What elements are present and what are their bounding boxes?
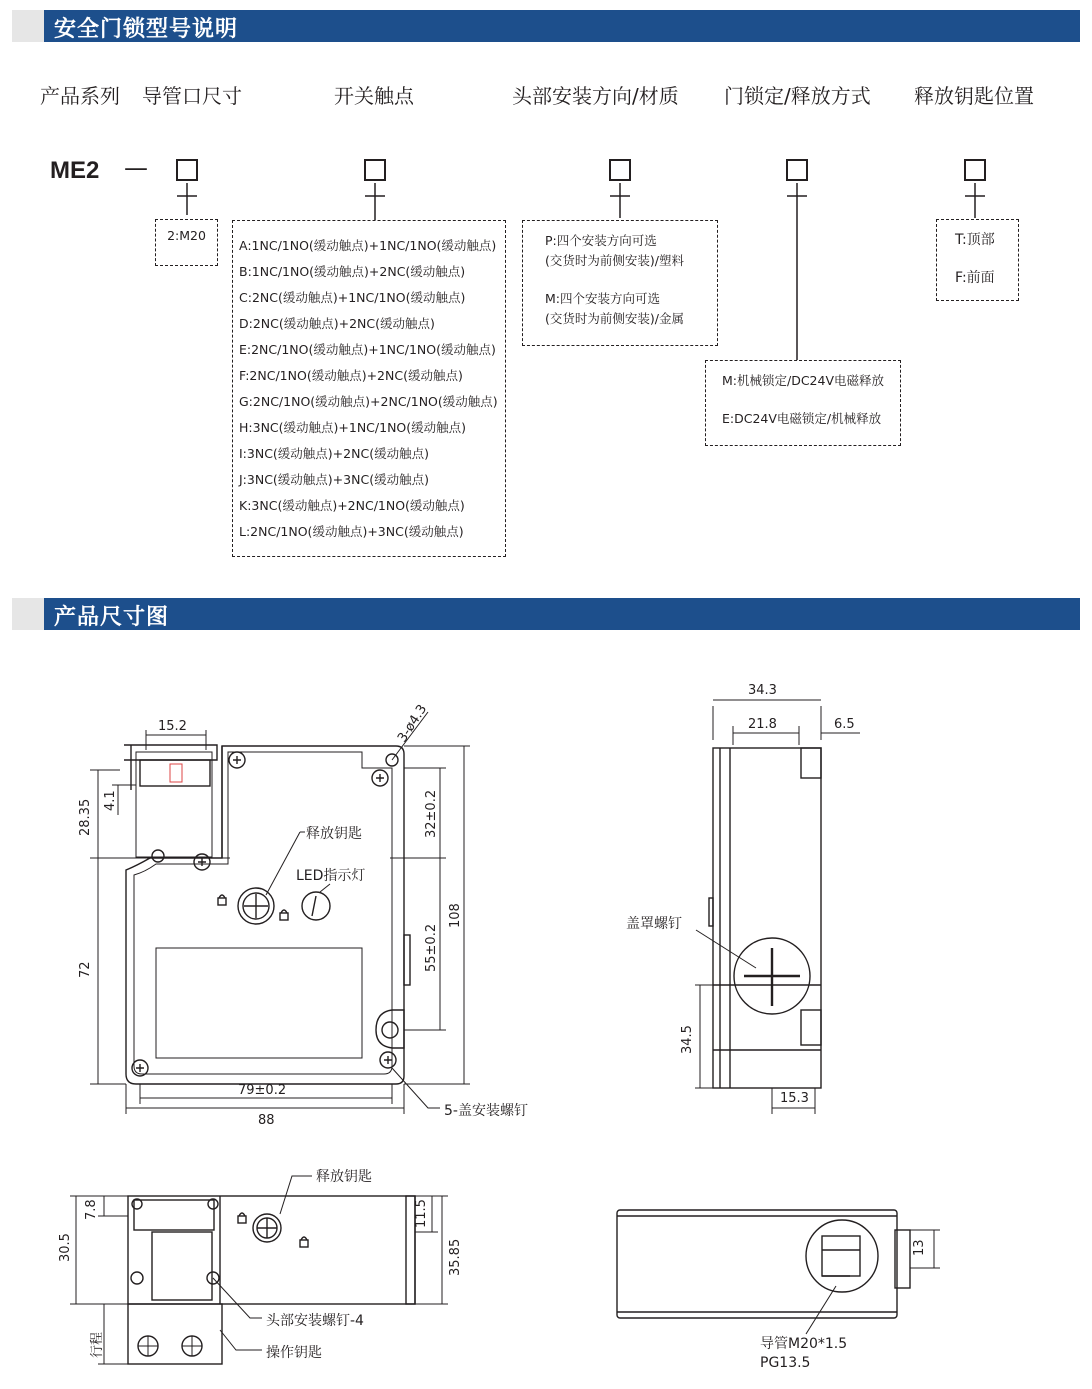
head-option-p: P:四个安装方向可选 <box>545 233 657 248</box>
dim-79: 79±0.2 <box>238 1083 287 1098</box>
contact-option: F:2NC/1NO(缓动触点)+2NC(缓动触点) <box>239 368 463 383</box>
dim-34-3: 34.3 <box>748 683 777 698</box>
contact-option: C:2NC(缓动触点)+1NC/1NO(缓动触点) <box>239 290 466 305</box>
key-option-t: T:顶部 <box>955 232 995 248</box>
dim-15-3: 15.3 <box>780 1091 809 1106</box>
front-view <box>90 712 470 1114</box>
label-conduit: 导管M20*1.5 <box>760 1336 848 1352</box>
header-conduit: 导管口尺寸 <box>142 84 242 108</box>
label-release-key-top: 释放钥匙 <box>316 1169 372 1185</box>
contact-option: J:3NC(缓动触点)+3NC(缓动触点) <box>239 472 429 487</box>
contact-option: A:1NC/1NO(缓动触点)+1NC/1NO(缓动触点) <box>239 238 497 253</box>
header-contacts: 开关触点 <box>334 84 414 108</box>
bottom-view <box>617 1210 940 1334</box>
section-title: 产品尺寸图 <box>54 605 170 630</box>
lock-option-e: E:DC24V电磁锁定/机械释放 <box>722 411 882 426</box>
contact-option: K:3NC(缓动触点)+2NC/1NO(缓动触点) <box>239 498 465 513</box>
header-head: 头部安装方向/材质 <box>512 84 679 108</box>
dim-35-85: 35.85 <box>448 1238 463 1276</box>
contact-option: L:2NC/1NO(缓动触点)+3NC(缓动触点) <box>239 524 464 539</box>
head-option-m: M:四个安装方向可选 <box>545 291 660 306</box>
contact-option: H:3NC(缓动触点)+1NC/1NO(缓动触点) <box>239 420 467 435</box>
label-stroke: 行程 <box>90 1331 105 1358</box>
contact-option: B:1NC/1NO(缓动触点)+2NC(缓动触点) <box>239 264 466 279</box>
dim-72: 72 <box>78 961 93 978</box>
contact-option: G:2NC/1NO(缓动触点)+2NC/1NO(缓动触点) <box>239 394 498 409</box>
label-pg: PG13.5 <box>760 1355 811 1371</box>
dim-108: 108 <box>448 903 463 928</box>
dim-13: 13 <box>912 1239 927 1256</box>
label-cover-screw: 盖罩螺钉 <box>626 916 682 932</box>
dim-3-holes: 3-ø4.3 <box>395 702 431 746</box>
dim-55: 55±0.2 <box>424 923 439 972</box>
dim-15-2: 15.2 <box>158 719 187 734</box>
dim-30-5: 30.5 <box>58 1233 73 1262</box>
section-title: 安全门锁型号说明 <box>54 17 239 42</box>
dim-28-35: 28.35 <box>78 798 93 836</box>
side-view <box>695 700 860 1114</box>
lock-option-m: M:机械锁定/DC24V电磁释放 <box>722 373 885 388</box>
model-code: ME2 <box>50 157 100 184</box>
label-cover-screws: 5-盖安装螺钉 <box>444 1103 528 1119</box>
header-lock: 门锁定/释放方式 <box>724 84 871 108</box>
dim-7-8: 7.8 <box>84 1199 99 1220</box>
dim-32: 32±0.2 <box>424 789 439 838</box>
model-dash: — <box>124 154 148 182</box>
header-series: 产品系列 <box>40 84 120 108</box>
head-option-m-note: (交货时为前侧安装)/金属 <box>545 311 684 326</box>
top-view <box>70 1176 448 1364</box>
dim-21-8: 21.8 <box>748 717 777 732</box>
dim-34-5: 34.5 <box>680 1025 695 1054</box>
contact-option: D:2NC(缓动触点)+2NC(缓动触点) <box>239 316 435 331</box>
dim-88: 88 <box>258 1113 275 1128</box>
contact-option: E:2NC/1NO(缓动触点)+1NC/1NO(缓动触点) <box>239 342 496 357</box>
label-led: LED指示灯 <box>296 868 366 884</box>
dim-6-5: 6.5 <box>834 717 855 732</box>
contact-option: I:3NC(缓动触点)+2NC(缓动触点) <box>239 446 429 461</box>
conduit-option: 2:M20 <box>167 228 206 243</box>
dim-4-1: 4.1 <box>103 790 118 811</box>
key-option-f: F:前面 <box>955 270 995 286</box>
dim-11-5: 11.5 <box>414 1199 429 1228</box>
label-head-screws: 头部安装螺钉-4 <box>266 1313 364 1329</box>
header-key: 释放钥匙位置 <box>914 84 1034 108</box>
label-operation-key: 操作钥匙 <box>266 1345 322 1361</box>
head-option-p-note: (交货时为前侧安装)/塑料 <box>545 253 684 268</box>
label-release-key: 释放钥匙 <box>306 826 362 842</box>
